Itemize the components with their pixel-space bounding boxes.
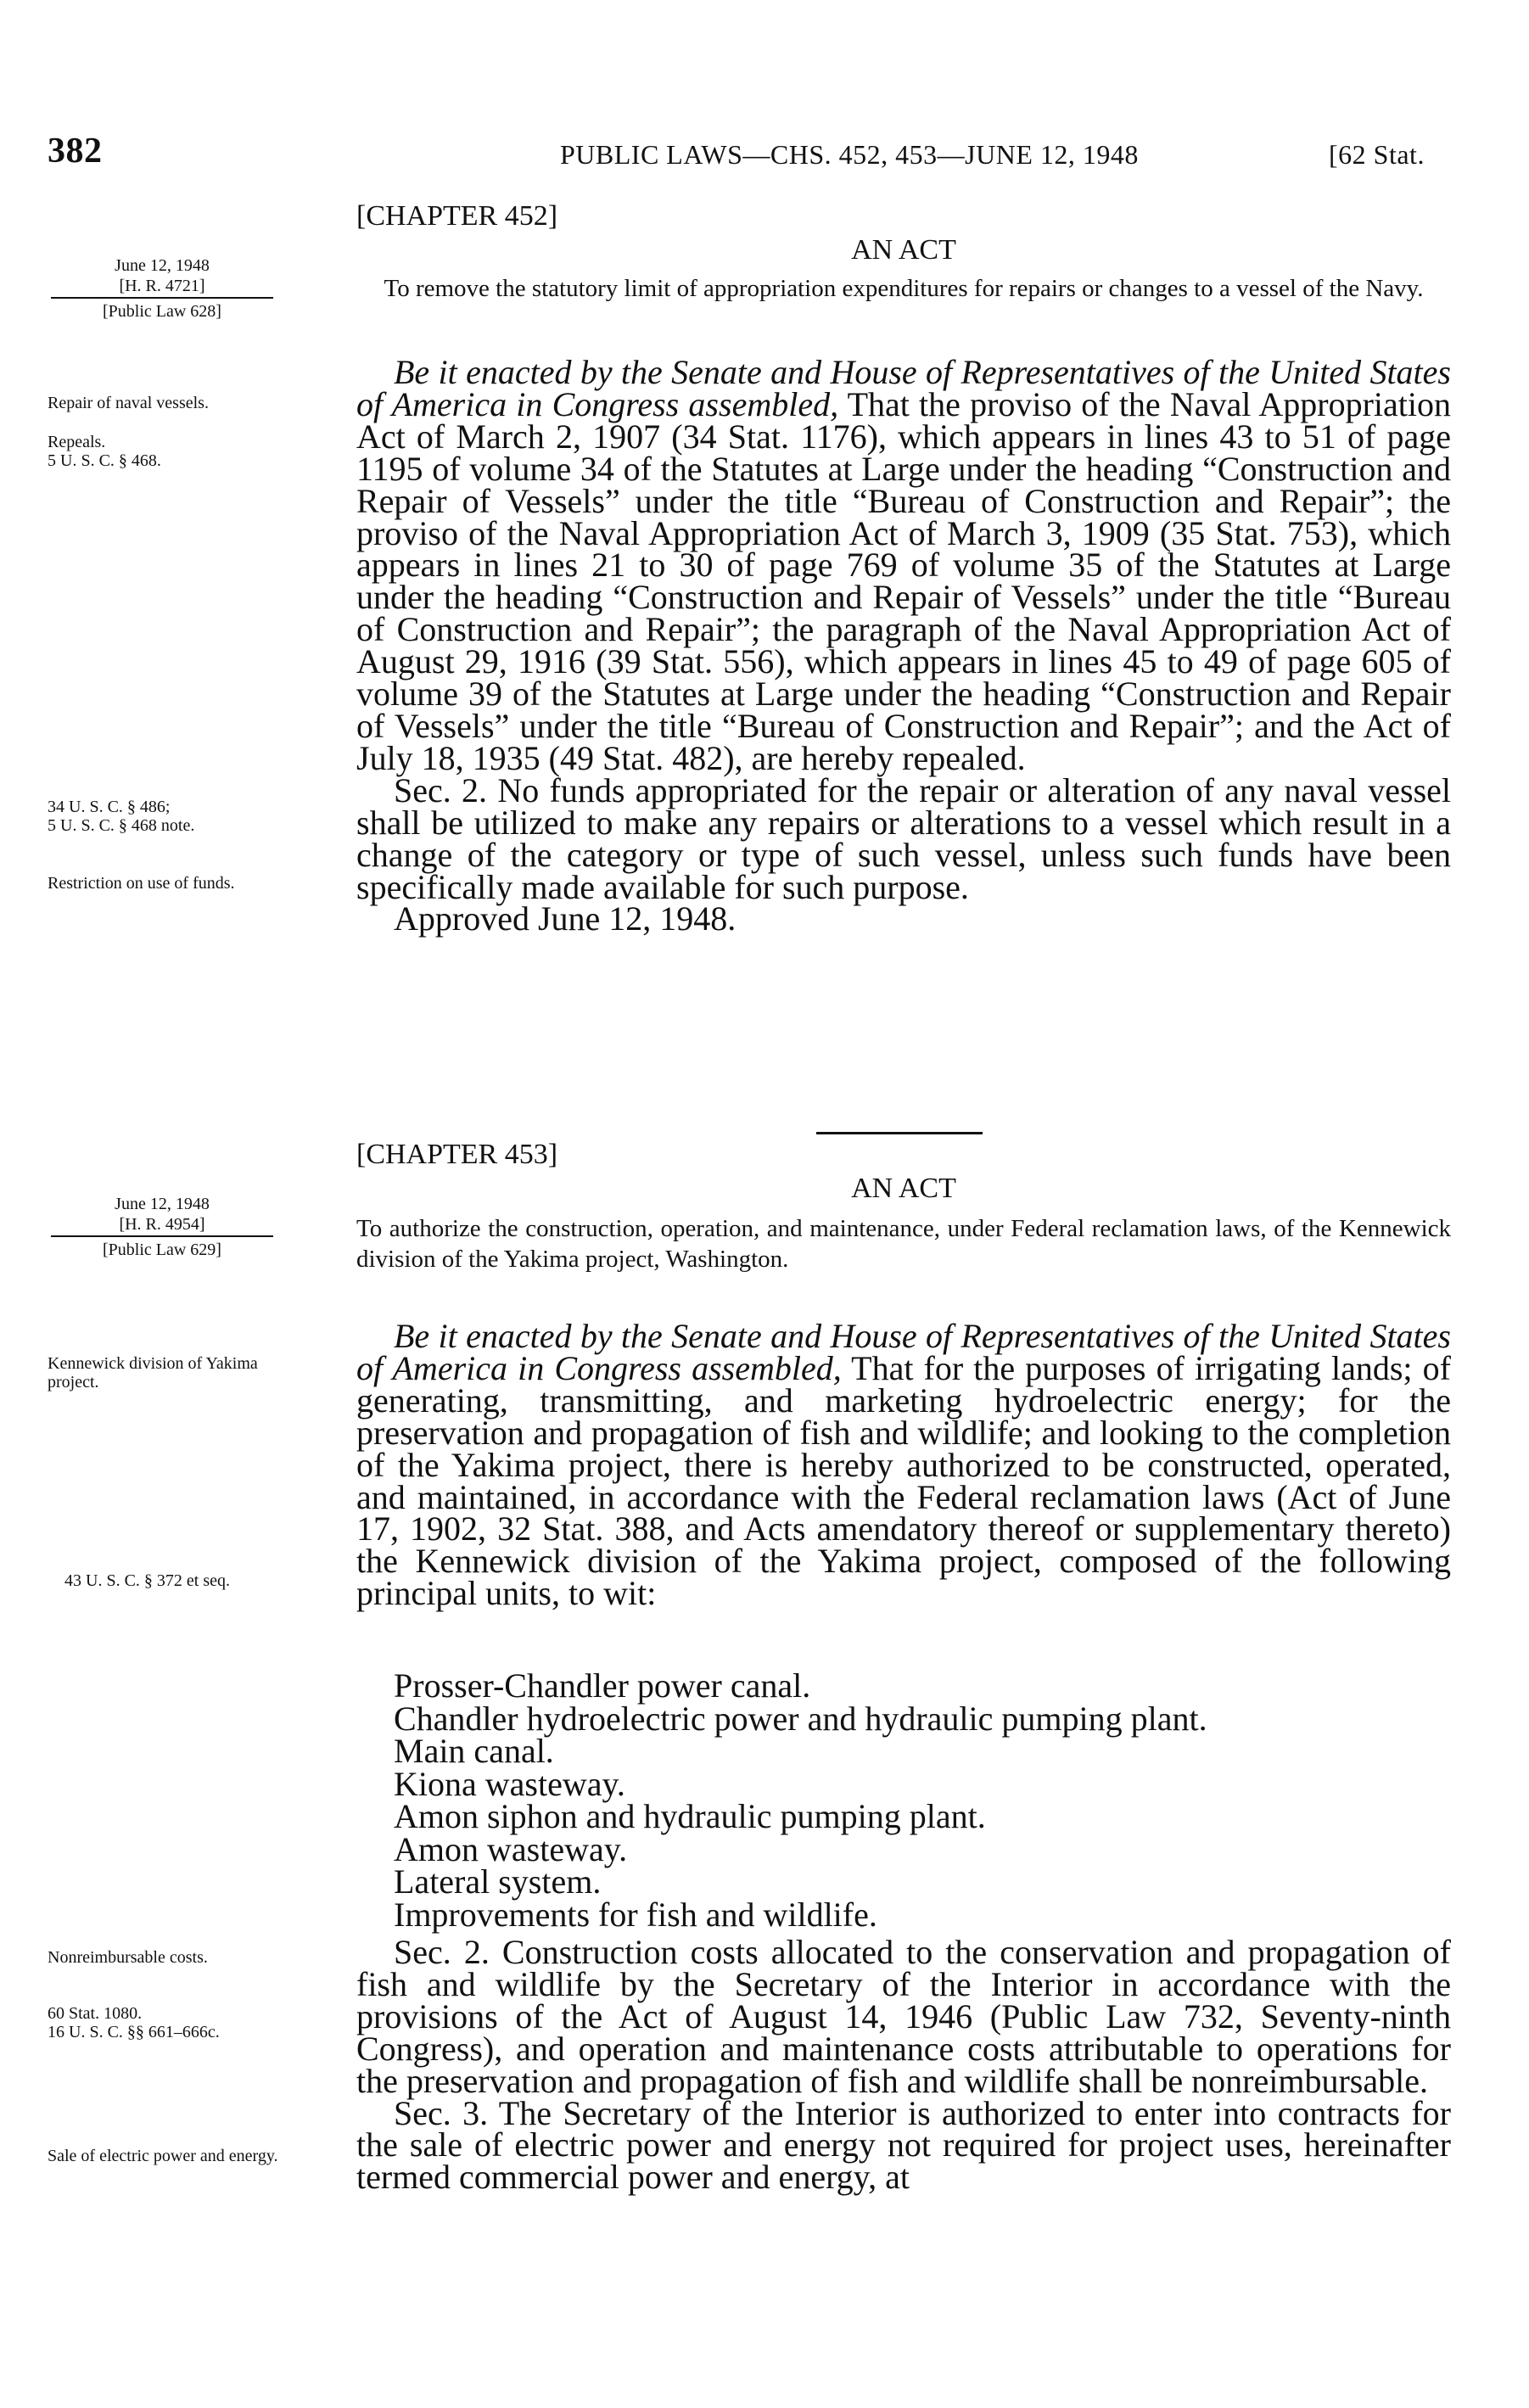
chapter-453-act-title: AN ACT [851, 1173, 956, 1204]
unit-item: Chandler hydroelectric power and hydraulic pumping plant. [394, 1699, 1207, 1738]
chapter-453-purpose: To authorize the construction, operation, and maintenance, under Federal reclamation laws, of the Kennewick division of the Yakima project, Washington. [356, 1215, 1451, 1273]
ch452-approved: Approved June 12, 1948. [394, 899, 736, 938]
chapter-453-sections-2-3 [356, 1933, 1451, 2197]
ch452-enacting-clause: Be it enacted by the Senate and House of Representatives of the United States of America in Congress assembled, [356, 353, 1451, 423]
volume-reference: [62 Stat. [1329, 139, 1425, 170]
ch452-margin-date: June 12, 1948 [115, 256, 210, 275]
unit-item: Amon wasteway. [394, 1829, 628, 1868]
ch452-section-1: That the proviso of the Naval Appropriation Act of March 2, 1907 (34 Stat. 1176), which appears in lines 43 to 51 of page 1195 of volume 34 of the Statutes at Large under the heading “Construction and Repair of Vessels” under the title “Bureau of Construction and Repair”; the proviso of the Naval Appropriation Act of March 3, 1909 (35 Stat. 753), which appears in lines 21 to 30 of page 769 of volume 35 of the Statutes at Large under the heading “Construction and Repair of Vessels” under the title “Bureau of Construction and Repair”; the paragraph of the Naval Appropriation Act of August 29, 1916 (39 Stat. 556), which appears in lines 45 to 49 of page 605 of volume 39 of the Statutes at Large under the heading “Construction and Repair of Vessels” under the title “Bureau of Construction and Repair”; and the Act of July 18, 1935 (49 Stat. 482), are hereby repealed. [356, 384, 1451, 777]
running-title: PUBLIC LAWS—CHS. 452, 453—JUNE 12, 1948 [560, 139, 1139, 170]
ch453-margin-rule [51, 1235, 273, 1237]
chapter-453-body [356, 1317, 1451, 1613]
ch453-margin-date: June 12, 1948 [115, 1195, 210, 1213]
margin-note-usc-43: 43 U. S. C. § 372 et seq. [64, 1571, 230, 1590]
ch453-section-3: Sec. 3. The Secretary of the Interior is authorized to enter into contracts for the sale of electric power and energy not required for project uses, hereinafter termed commercial power and energy, at [356, 2093, 1451, 2197]
ch453-margin-bill: [H. R. 4954] [119, 1215, 205, 1234]
ch452-margin-rule [51, 297, 273, 299]
principal-units-list [394, 1666, 1454, 1934]
margin-note-usc-34: 34 U. S. C. § 486; [48, 798, 171, 816]
chapter-452-purpose: To remove the statutory limit of appropriation expenditures for repairs or changes to a vessel of the Navy. [384, 275, 1424, 302]
unit-item: Kiona wasteway. [394, 1764, 625, 1803]
ch453-enacting-clause: Be it enacted by the Senate and House of Representatives of the United States of America in Congress assembled, [356, 1317, 1451, 1387]
chapter-452-label: [CHAPTER 452] [356, 200, 558, 232]
unit-item: Prosser-Chandler power canal. [394, 1666, 811, 1705]
ch453-margin-law: [Public Law 629] [103, 1240, 221, 1259]
unit-item: Improvements for fish and wildlife. [394, 1895, 877, 1934]
ch452-margin-law: [Public Law 628] [103, 302, 221, 321]
chapter-452-act-title: AN ACT [851, 234, 956, 266]
margin-note-usc: 5 U. S. C. § 468. [48, 451, 161, 470]
page-number: 382 [48, 132, 103, 171]
unit-item: Amon siphon and hydraulic pumping plant. [394, 1797, 986, 1835]
margin-note-kennewick: Kennewick division of Yakima project. [48, 1354, 258, 1392]
unit-item: Main canal. [394, 1732, 554, 1770]
chapter-divider [816, 1132, 983, 1134]
chapter-452-body [356, 353, 1451, 938]
ch453-section-1: That for the purposes of irrigating lands; of generating, transmitting, and marketing hydroelectric energy; for the preservation and propagation of fish and wildlife; and looking to the completion of the Yakima project, there is hereby authorized to be constructed, operated, and maintained, in accordance with the Federal reclamation laws (Act of June 17, 1902, 32 Stat. 388, and Acts amendatory thereof or supplementary thereto) the Kennewick division of the Yakima project, composed of the following principal units, to wit: [356, 1348, 1451, 1613]
margin-note-restriction: Restriction on use of funds. [48, 874, 235, 893]
margin-note-usc-16: 16 U. S. C. §§ 661–666c. [48, 2023, 220, 2041]
margin-note-usc-5: 5 U. S. C. § 468 note. [48, 816, 195, 835]
ch453-section-2: Sec. 2. Construction costs allocated to the conservation and propagation of fish and wildlife by the Secretary of the Interior in accordance with the provisions of the Act of August 14, 1946 (Public Law 732, Seventy-ninth Congress), and operation and maintenance costs attributable to operations for the preservation and propagation of fish and wildlife shall be nonreimbursable. [356, 1933, 1451, 2100]
margin-note-nonreimbursable: Nonreimbursable costs. [48, 1948, 208, 1967]
unit-item: Lateral system. [394, 1862, 602, 1901]
chapter-453-label: [CHAPTER 453] [356, 1139, 558, 1170]
margin-note-60-stat: 60 Stat. 1080. [48, 2004, 143, 2023]
margin-note-sale-electric: Sale of electric power and energy. [48, 2147, 278, 2165]
margin-note-repeals: Repeals. [48, 433, 106, 451]
margin-note-repair-naval-vessels: Repair of naval vessels. [48, 394, 209, 412]
ch452-margin-bill: [H. R. 4721] [119, 277, 205, 295]
ch452-section-2: Sec. 2. No funds appropriated for the repair or alteration of any naval vessel shall be utilized to make any repairs or alterations to a vessel which result in a change of the category or type of such vessel, unless such funds have been specifically made available for such purpose. [356, 770, 1451, 906]
